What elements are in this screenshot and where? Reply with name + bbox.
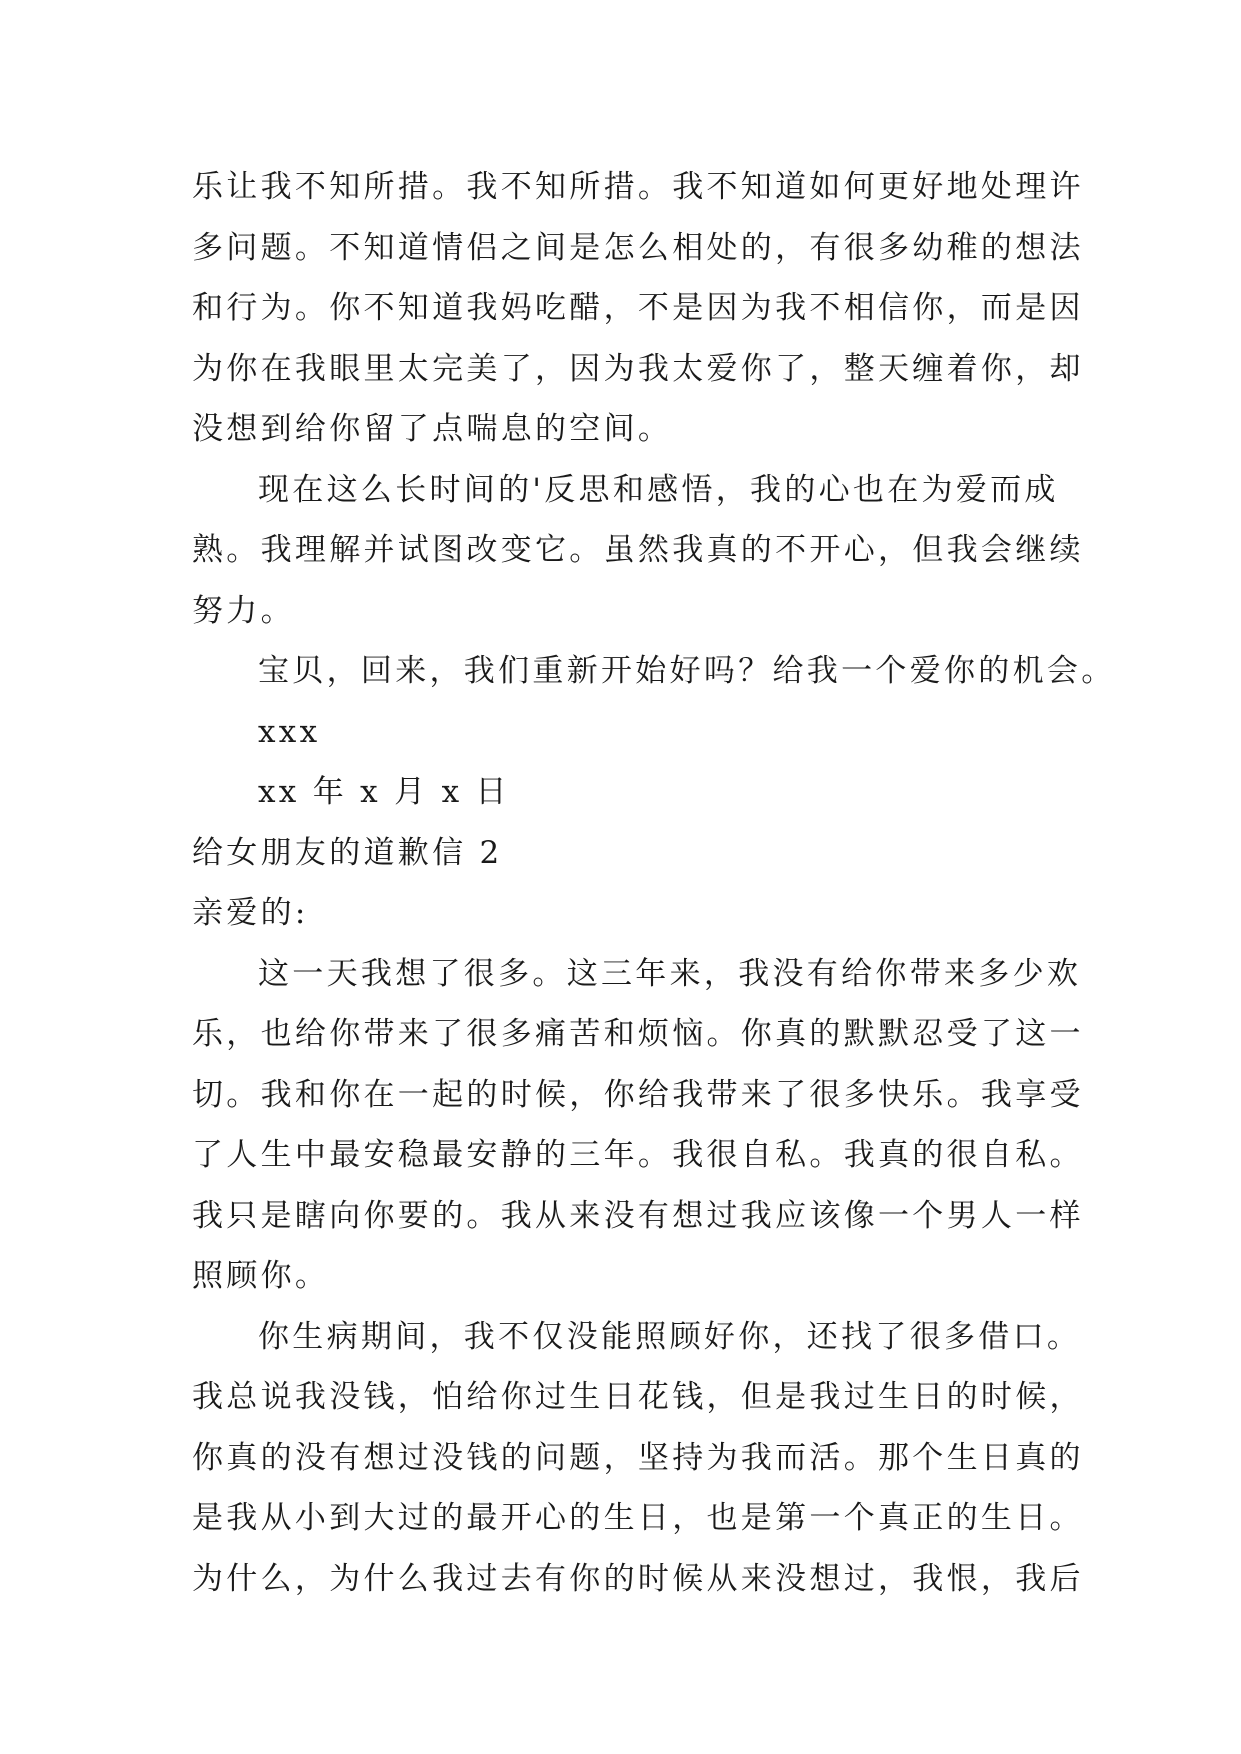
text-line: 为什么，为什么我过去有你的时候从来没想过，我恨，我后 (192, 1560, 1084, 1597)
text-line: 没想到给你留了点喘息的空间。 (192, 411, 673, 447)
text-line: 乐让我不知所措。我不知所措。我不知道如何更好地处理许 (192, 169, 1084, 205)
text-line: 我总说我没钱，怕给你过生日花钱，但是我过生日的时候， (192, 1379, 1084, 1415)
text-line: 了人生中最安稳最安静的三年。我很自私。我真的很自私。 (192, 1137, 1084, 1173)
text-line: 多问题。不知道情侣之间是怎么相处的，有很多幼稚的想法 (192, 229, 1084, 266)
text-line: 你生病期间，我不仅没能照顾好你，还找了很多借口。 (258, 1318, 1082, 1355)
text-line: 你真的没有想过没钱的问题，坚持为我而活。那个生日真的 (192, 1439, 1084, 1476)
text-line: 我只是瞎向你要的。我从来没有想过我应该像一个男人一样 (192, 1197, 1084, 1234)
text-line: 照顾你。 (192, 1258, 330, 1294)
document-body (192, 157, 1116, 1609)
text-line: 和行为。你不知道我妈吃醋，不是因为我不相信你，而是因 (192, 290, 1084, 326)
text-line: 努力。 (192, 592, 295, 629)
signature: xxx (258, 713, 321, 750)
text-line: 是我从小到大过的最开心的生日，也是第一个真正的生日。 (192, 1500, 1084, 1536)
date-line: xx 年 x 月 x 日 (258, 774, 510, 810)
text-line: 熟。我理解并试图改变它。虽然我真的不开心，但我会继续 (192, 532, 1084, 568)
text-line: 宝贝，回来，我们重新开始好吗？给我一个爱你的机会。 (258, 653, 1116, 689)
text-line: 为你在我眼里太完美了，因为我太爱你了，整天缠着你，却 (192, 350, 1084, 387)
salutation: 亲爱的: (192, 895, 309, 931)
text-line: 现在这么长时间的'反思和感悟，我的心也在为爱而成 (258, 471, 1059, 508)
text-line: 切。我和你在一起的时候，你给我带来了很多快乐。我享受 (192, 1076, 1084, 1113)
text-line: 乐，也给你带来了很多痛苦和烦恼。你真的默默忍受了这一 (192, 1016, 1084, 1052)
text-line: 这一天我想了很多。这三年来，我没有给你带来多少欢 (258, 955, 1082, 992)
section-title: 给女朋友的道歉信 2 (192, 834, 503, 871)
